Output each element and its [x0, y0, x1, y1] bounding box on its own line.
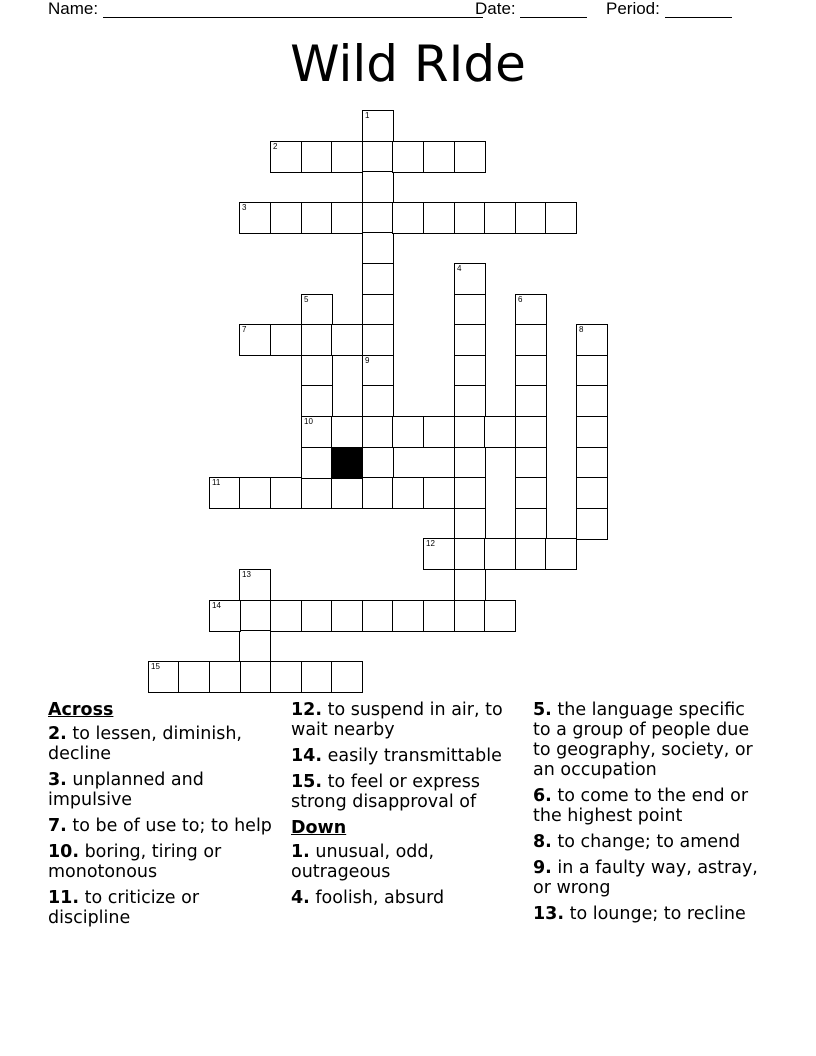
clue-number: 1. — [291, 842, 310, 862]
clue-number: 7. — [48, 816, 67, 836]
clue-text: easily transmittable — [322, 746, 502, 766]
grid-cell[interactable] — [362, 202, 394, 234]
grid-cell[interactable] — [454, 538, 486, 570]
grid-cell[interactable] — [484, 600, 516, 632]
clue-text: the language specific to a group of people due to geography, society, or an occupation — [533, 700, 753, 780]
grid-cell[interactable] — [331, 600, 363, 632]
grid-cell[interactable] — [270, 661, 302, 693]
cell-number: 7 — [242, 325, 247, 334]
grid-cell[interactable] — [301, 447, 333, 479]
grid-cell[interactable] — [454, 569, 486, 601]
grid-cell[interactable] — [515, 324, 547, 356]
clue-item — [533, 832, 767, 852]
grid-cell[interactable] — [270, 600, 302, 632]
grid-cell[interactable] — [454, 294, 486, 326]
grid-cell[interactable] — [239, 661, 271, 693]
clue-list-col3 — [533, 700, 767, 924]
grid-cell[interactable] — [484, 416, 516, 448]
clue-list-col2-down — [291, 842, 523, 908]
grid-cell[interactable] — [515, 447, 547, 479]
cell-number: 12 — [426, 539, 435, 548]
clue-number: 14. — [291, 746, 323, 766]
clue-text: boring, tiring or monotonous — [48, 842, 222, 882]
grid-cell[interactable] — [148, 661, 180, 693]
grid-cell[interactable] — [239, 477, 271, 509]
clue-item — [291, 700, 523, 740]
clue-number: 11. — [48, 888, 80, 908]
grid-cell[interactable] — [454, 141, 486, 173]
grid-cell[interactable] — [515, 508, 547, 540]
clue-number: 2. — [48, 724, 67, 744]
grid-cell[interactable] — [423, 477, 455, 509]
grid-cell[interactable] — [362, 477, 394, 509]
clue-item — [48, 724, 280, 764]
clues-column-1 — [48, 700, 280, 934]
grid-cell[interactable] — [301, 355, 333, 387]
grid-cell[interactable] — [270, 141, 302, 173]
grid-cell[interactable] — [454, 416, 486, 448]
cell-number: 8 — [579, 325, 584, 334]
grid-cell[interactable] — [454, 600, 486, 632]
cell-number: 5 — [304, 295, 309, 304]
clue-item — [48, 842, 280, 882]
cell-number: 11 — [212, 478, 221, 487]
grid-cell[interactable] — [515, 416, 547, 448]
black-cell — [331, 447, 363, 479]
clue-item — [533, 700, 767, 780]
clue-text: to criticize or discipline — [48, 888, 200, 928]
clues-column-3 — [533, 700, 767, 930]
clue-text: foolish, absurd — [309, 888, 445, 908]
cell-number: 6 — [518, 295, 523, 304]
date-label: Date: — [475, 0, 516, 18]
clue-number: 4. — [291, 888, 310, 908]
grid-cell[interactable] — [545, 202, 577, 234]
grid-cell[interactable] — [362, 385, 394, 417]
across-heading: Across — [48, 700, 114, 720]
clue-number: 12. — [291, 700, 323, 720]
clue-item — [533, 904, 767, 924]
grid-cell[interactable] — [392, 416, 424, 448]
grid-cell[interactable] — [239, 202, 271, 234]
grid-cell[interactable] — [362, 600, 394, 632]
grid-cell[interactable] — [301, 385, 333, 417]
cell-number: 15 — [151, 662, 160, 671]
clue-item — [291, 746, 523, 766]
grid-cell[interactable] — [515, 477, 547, 509]
grid-cell[interactable] — [454, 447, 486, 479]
grid-cell[interactable] — [515, 538, 547, 570]
grid-cell[interactable] — [576, 385, 608, 417]
clue-text: to be of use to; to help — [66, 816, 272, 836]
grid-cell[interactable] — [362, 355, 394, 387]
clue-number: 15. — [291, 772, 323, 792]
clue-text: to feel or express strong disapproval of — [291, 772, 481, 812]
grid-cell[interactable] — [301, 600, 333, 632]
clue-item — [533, 786, 767, 826]
cell-number: 13 — [242, 570, 251, 579]
clue-text: to suspend in air, to wait nearby — [291, 700, 503, 740]
grid-cell[interactable] — [362, 447, 394, 479]
grid-cell[interactable] — [331, 202, 363, 234]
grid-cell[interactable] — [576, 416, 608, 448]
clue-item — [48, 770, 280, 810]
down-heading: Down — [291, 818, 347, 838]
cell-number: 3 — [242, 203, 247, 212]
grid-cell[interactable] — [423, 600, 455, 632]
clue-item — [48, 816, 280, 836]
cell-number: 10 — [304, 417, 313, 426]
clue-list-col1 — [48, 724, 280, 928]
cell-number: 14 — [212, 601, 221, 610]
grid-cell[interactable] — [454, 324, 486, 356]
grid-cell[interactable] — [576, 355, 608, 387]
clue-text: to come to the end or the highest point — [533, 786, 749, 826]
grid-cell[interactable] — [392, 477, 424, 509]
grid-cell[interactable] — [515, 385, 547, 417]
period-label: Period: — [606, 0, 660, 18]
grid-cell[interactable] — [239, 630, 271, 662]
grid-cell[interactable] — [484, 202, 516, 234]
clue-number: 10. — [48, 842, 80, 862]
clue-text: to lessen, diminish, decline — [48, 724, 242, 764]
grid-cell[interactable] — [331, 661, 363, 693]
name-label: Name: — [48, 0, 99, 18]
grid-cell[interactable] — [454, 263, 486, 295]
grid-cell[interactable] — [209, 661, 241, 693]
grid-cell[interactable] — [423, 416, 455, 448]
grid-cell[interactable] — [362, 171, 394, 203]
grid-cell[interactable] — [454, 477, 486, 509]
grid-cell[interactable] — [484, 538, 516, 570]
grid-cell[interactable] — [423, 538, 455, 570]
clue-number: 9. — [533, 858, 552, 878]
grid-cell[interactable] — [423, 141, 455, 173]
clue-text: to change; to amend — [551, 832, 741, 852]
clue-number: 5. — [533, 700, 552, 720]
grid-cell[interactable] — [576, 324, 608, 356]
clue-number: 8. — [533, 832, 552, 852]
clue-list-col2-across — [291, 700, 523, 812]
grid-cell[interactable] — [362, 416, 394, 448]
grid-cell[interactable] — [270, 324, 302, 356]
clue-text: unusual, odd, outrageous — [291, 842, 435, 882]
grid-cell[interactable] — [239, 600, 271, 632]
grid-cell[interactable] — [301, 416, 333, 448]
grid-cell[interactable] — [239, 324, 271, 356]
grid-cell[interactable] — [178, 661, 210, 693]
grid-cell[interactable] — [454, 355, 486, 387]
grid-cell[interactable] — [301, 202, 333, 234]
clue-item — [533, 858, 767, 898]
grid-cell[interactable] — [209, 477, 241, 509]
grid-cell[interactable] — [270, 477, 302, 509]
clue-text: to lounge; to recline — [564, 904, 746, 924]
clue-text: in a faulty way, astray, or wrong — [533, 858, 758, 898]
grid-cell[interactable] — [423, 202, 455, 234]
grid-cell[interactable] — [239, 569, 271, 601]
grid-cell[interactable] — [392, 600, 424, 632]
cell-number: 9 — [365, 356, 370, 365]
clue-text: unplanned and impulsive — [48, 770, 204, 810]
cell-number: 4 — [457, 264, 462, 273]
grid-cell[interactable] — [515, 355, 547, 387]
grid-cell[interactable] — [331, 416, 363, 448]
grid-cell[interactable] — [209, 600, 241, 632]
grid-cell[interactable] — [545, 538, 577, 570]
clue-item — [291, 772, 523, 812]
grid-cell[interactable] — [515, 202, 547, 234]
grid-cell[interactable] — [331, 324, 363, 356]
cell-number: 1 — [365, 111, 370, 120]
grid-cell[interactable] — [362, 110, 394, 142]
clue-item — [291, 842, 523, 882]
grid-cell[interactable] — [362, 232, 394, 264]
clue-number: 6. — [533, 786, 552, 806]
grid-cell[interactable] — [362, 294, 394, 326]
grid-cell[interactable] — [576, 508, 608, 540]
grid-cell[interactable] — [362, 141, 394, 173]
clue-number: 13. — [533, 904, 565, 924]
grid-cell[interactable] — [576, 447, 608, 479]
cell-number: 2 — [273, 142, 278, 151]
clue-number: 3. — [48, 770, 67, 790]
grid-cell[interactable] — [454, 202, 486, 234]
puzzle-title: Wild RIde — [290, 35, 526, 93]
grid-cell[interactable] — [515, 294, 547, 326]
grid-cell[interactable] — [576, 477, 608, 509]
clues-column-2 — [291, 700, 523, 914]
clue-item — [48, 888, 280, 928]
grid-cell[interactable] — [362, 263, 394, 295]
grid-cell[interactable] — [392, 202, 424, 234]
grid-cell[interactable] — [301, 141, 333, 173]
clue-item — [291, 888, 523, 908]
grid-cell[interactable] — [301, 324, 333, 356]
grid-cell[interactable] — [301, 661, 333, 693]
grid-cell[interactable] — [331, 141, 363, 173]
grid-cell[interactable] — [301, 477, 333, 509]
grid-cell[interactable] — [270, 202, 302, 234]
grid-cell[interactable] — [392, 141, 424, 173]
grid-cell[interactable] — [301, 294, 333, 326]
grid-cell[interactable] — [362, 324, 394, 356]
grid-cell[interactable] — [454, 385, 486, 417]
grid-cell[interactable] — [454, 508, 486, 540]
grid-cell[interactable] — [331, 477, 363, 509]
